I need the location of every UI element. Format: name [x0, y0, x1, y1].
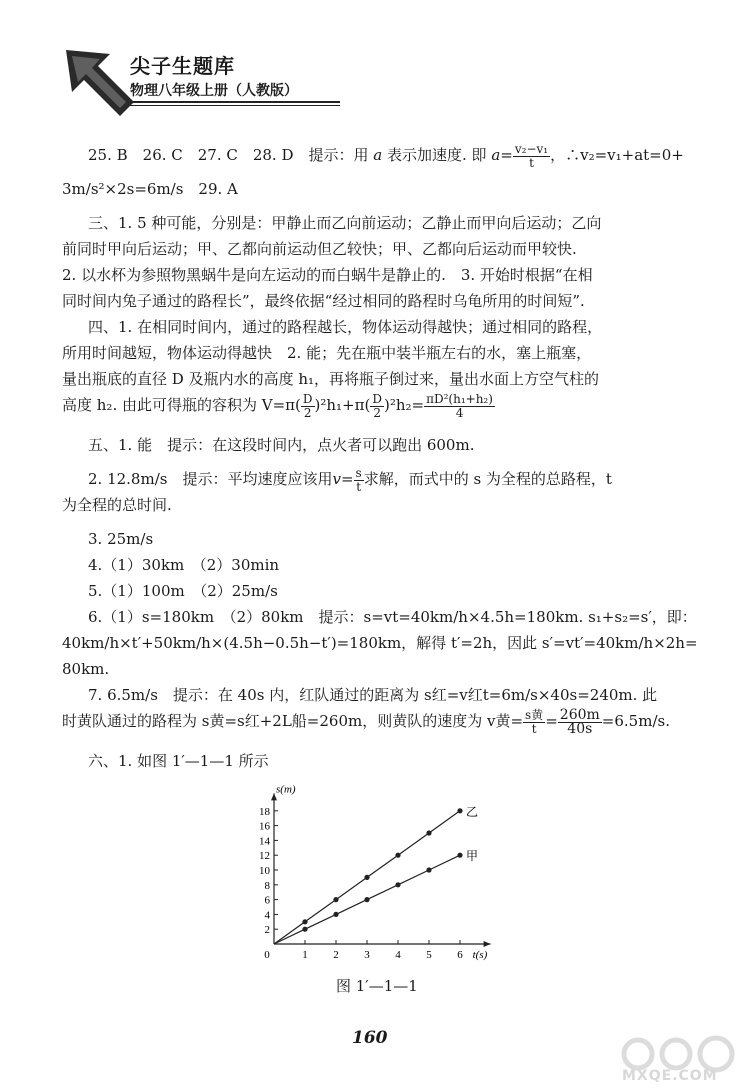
y-tick-label: 10	[259, 865, 270, 877]
y-tick-label: 16	[259, 820, 270, 833]
watermark-text: MXQE.COM	[622, 1068, 718, 1084]
y-tick-label: 14	[259, 835, 270, 848]
y-axis-label: s(m)	[276, 783, 296, 796]
text-run: 时黄队通过的路程为 s黄=s红+2L船=260m，则黄队的速度为 v黄=	[62, 712, 524, 730]
fraction-denominator: 4	[455, 405, 464, 420]
fraction	[354, 467, 364, 494]
answer-line: 三、1. 5 种可能，分别是：甲静止而乙向前运动；乙静止而甲向后运动；乙向	[88, 214, 602, 232]
x-tick-label: 6	[457, 949, 463, 961]
y-tick-label: 8	[264, 879, 270, 892]
answer-line: 量出瓶底的直径 D 及瓶内水的高度 h₁，再将瓶子倒过来，量出水面上方空气柱的	[62, 370, 600, 388]
x-tick-label: 1	[302, 949, 308, 961]
fraction-numerator: v₂−v₁	[514, 141, 549, 156]
y-tick-label: 12	[259, 850, 270, 863]
series-title: 尖子生题库	[130, 54, 235, 78]
text-run: v=	[332, 470, 354, 488]
fraction	[301, 393, 315, 420]
text-run: 2. 12.8m/s 提示：平均速度应该用	[88, 470, 333, 488]
y-tick-label: 6	[264, 894, 270, 907]
fraction	[424, 393, 495, 420]
y-tick-label: 2	[264, 924, 270, 937]
data-point	[333, 897, 338, 902]
data-point	[302, 927, 307, 932]
answer-line: 前同时甲向后运动；甲、乙都向前运动但乙较快；甲、乙都向后运动而甲较快.	[62, 240, 577, 258]
text-run: =	[545, 712, 558, 730]
text-run: 表示加速度. 即	[387, 146, 487, 164]
answer-line: 所用时间越短，物体运动得越快 2. 能；先在瓶中装半瓶左右的水，塞上瓶塞，	[62, 344, 592, 362]
y-tick-label: 4	[264, 909, 270, 922]
fraction-denominator: 40s	[567, 720, 593, 737]
arrow-logo-icon	[60, 44, 140, 124]
answer-text-block	[62, 141, 698, 774]
x-tick-label: 0	[264, 949, 270, 961]
fraction-denominator: 2	[303, 405, 312, 420]
fraction-numerator: 260m	[559, 706, 600, 723]
answer-line: 80km.	[62, 660, 110, 678]
data-point	[364, 897, 369, 902]
data-point	[457, 853, 462, 858]
answer-line: 高度 h₂. 由此可得瓶的容积为 V=π( $\frac{D}{2}$ )²h₁+π( $\frac{D}{2}$ )²h₂= $\frac{\text{πD²(h₁+h₂)}}{4}$	[62, 391, 493, 420]
fraction-denominator: t	[356, 479, 362, 494]
text-run: a=	[491, 146, 513, 164]
x-axis-arrow	[484, 941, 491, 947]
data-point	[426, 830, 431, 835]
line-chart	[250, 783, 510, 966]
page-number: 160	[352, 1028, 388, 1048]
data-point	[333, 912, 338, 917]
data-point	[364, 875, 369, 880]
answer-line	[62, 466, 692, 492]
x-tick-label: 3	[364, 949, 370, 961]
fraction-numerator: D	[302, 391, 313, 406]
x-tick-label: 4	[395, 949, 401, 961]
fraction-numerator: s	[355, 465, 362, 480]
fraction-numerator: s黄	[525, 707, 544, 722]
x-axis-label: t(s)	[472, 949, 488, 961]
answer-line	[62, 142, 692, 168]
book-subtitle: 物理八年级上册（人教版）	[130, 83, 298, 99]
data-point	[457, 808, 462, 813]
text-run: ²h₂=	[389, 396, 425, 414]
text-run: 25. B 26. C 27. C 28. D 提示：用	[88, 146, 369, 164]
x-tick-label: 5	[426, 949, 432, 961]
data-point	[426, 867, 431, 872]
x-tick-label: 2	[333, 949, 339, 961]
text-run: ，∴v₂=v₁+at=0+	[550, 146, 684, 164]
header-divider-thin	[130, 105, 340, 106]
figure-caption: 图 1′—1—1	[336, 977, 418, 995]
data-point	[395, 882, 400, 887]
fraction	[523, 709, 545, 736]
answer-line: 六、1. 如图 1′—1—1 所示	[88, 752, 269, 770]
answer-line: 40km/h×t′+50km/h×(4.5h−0.5h−t′)=180km，解得 t′=2h，因此 s′=vt′=40km/h×2h=	[62, 634, 698, 652]
data-point	[302, 919, 307, 924]
fraction	[513, 143, 550, 170]
answer-line: 四、1. 在相同时间内，通过的路程越长，物体运动得越快；通过相同的路程，	[88, 318, 603, 336]
answer-line: 五、1. 能 提示：在这段时间内，点火者可以跑出 600m.	[88, 436, 475, 454]
answer-line: 同时间内兔子通过的路程长”，最终依据“经过相同的路程时乌龟所用的时间短”.	[62, 292, 585, 310]
answer-line: 为全程的总时间.	[62, 496, 172, 514]
fraction-numerator: πD²(h₁+h₂)	[426, 391, 493, 406]
answer-line	[62, 708, 692, 740]
text-run: =6.5m/s.	[601, 712, 670, 730]
answer-line: 5.（1）100m （2）25m/s	[88, 582, 278, 600]
text-run: 高度 h₂. 由此可得瓶的容积为 V=π	[62, 396, 296, 414]
fraction	[370, 393, 384, 420]
answer-line: 2. 以水杯为参照物黑蜗牛是向左运动的而白蜗牛是静止的. 3. 开始时根据“在相	[62, 266, 593, 284]
series-label: 乙	[466, 804, 479, 819]
answer-line: 3m/s²×2s=6m/s 29. A	[62, 180, 238, 198]
data-point	[395, 853, 400, 858]
fraction-numerator: D	[372, 391, 382, 406]
text-run: ²h₁+π	[320, 396, 365, 414]
fraction-denominator: t	[531, 721, 537, 736]
fraction	[558, 706, 602, 737]
header-divider	[130, 101, 340, 103]
series-label: 甲	[466, 849, 479, 864]
answer-line: 7. 6.5m/s 提示：在 40s 内，红队通过的距离为 s红=v红t=6m/s×40s=240m. 此	[88, 686, 658, 704]
fraction-denominator: t	[529, 155, 534, 170]
y-tick-label: 18	[259, 805, 270, 818]
text-run: 求解，而式中的 s 为全程的总路程，t	[363, 470, 612, 488]
fraction-denominator: 2	[373, 405, 381, 420]
text-run: a	[373, 146, 383, 164]
motion-graph	[250, 783, 510, 966]
answer-line: 3. 25m/s	[88, 530, 154, 548]
answer-line: 6.（1）s=180km （2）80km 提示：s=vt=40km/h×4.5h=180km. s₁+s₂=s′，即：	[88, 608, 697, 626]
answer-line: 4.（1）30km （2）30min	[88, 556, 280, 574]
